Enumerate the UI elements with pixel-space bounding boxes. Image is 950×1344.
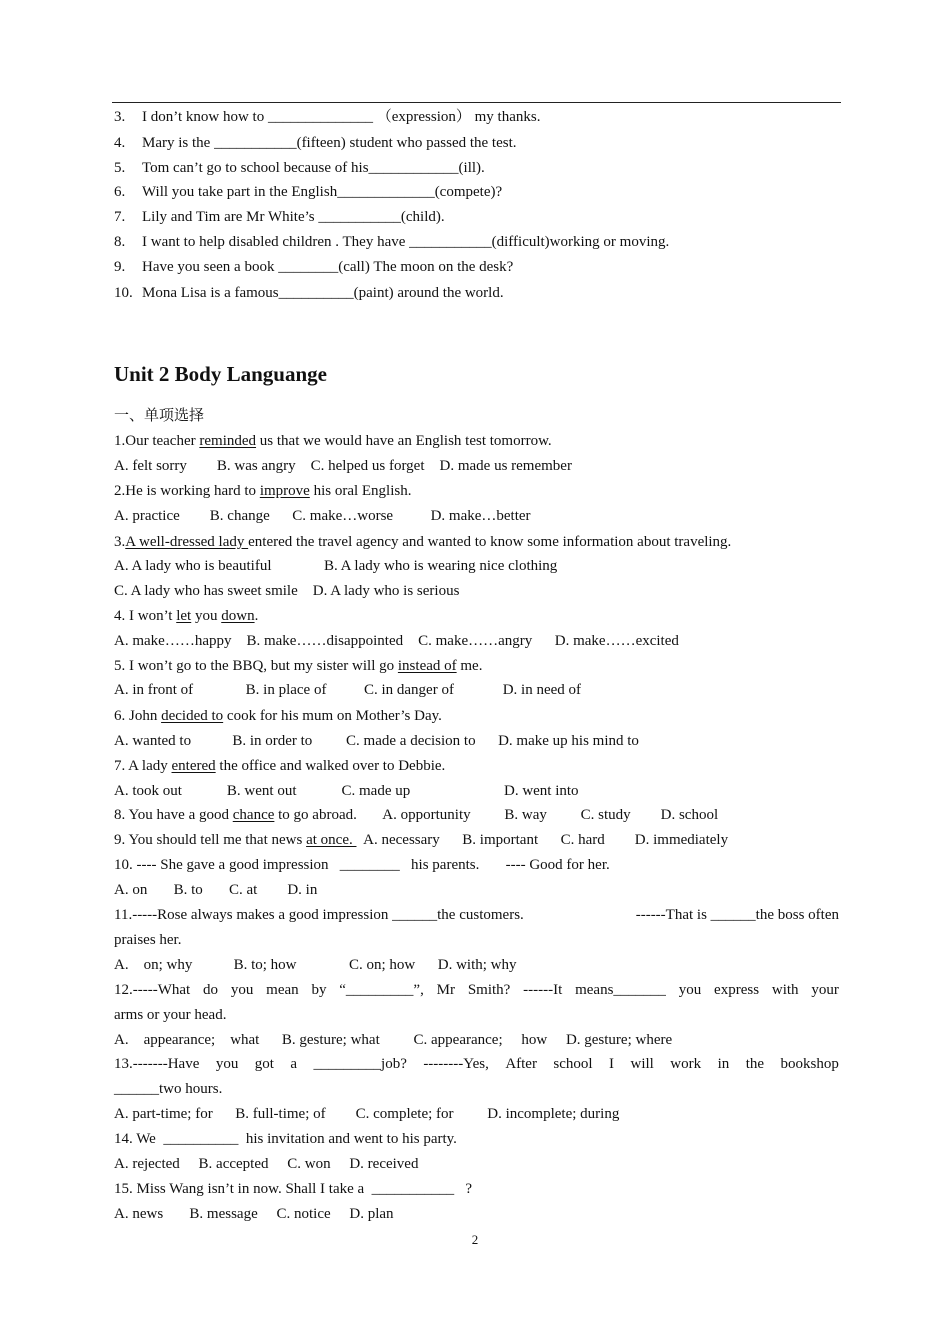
question-15: 15. Miss Wang isn’t in now. Shall I take a ___________ ? — [114, 1181, 473, 1197]
question-12-continued: arms or your head. — [114, 1007, 227, 1023]
question-1-options: A. felt sorry B. was angry C. helped us forget D. made us remember — [114, 458, 572, 474]
unit-title: Unit 2 Body Languange — [114, 362, 327, 386]
fill-item: 6. Will you take part in the English_____________(compete)? — [114, 184, 503, 200]
fill-item: 10. Mona Lisa is a famous__________(paint) around the world. — [114, 285, 504, 301]
fill-item: 8. I want to help disabled children . They have ___________(difficult)working or moving. — [114, 234, 670, 250]
question-13: 13.-------Have you got a _________job? --------Yes, After school I will work in the bookshop — [114, 1056, 839, 1072]
question-9: 9. You should tell me that news at once. A. necessary B. important C. hard D. immediately — [114, 832, 729, 848]
question-13-options: A. part-time; for B. full-time; of C. complete; for D. incomplete; during — [114, 1106, 620, 1122]
question-14: 14. We __________ his invitation and went to his party. — [114, 1131, 457, 1147]
question-13-continued: ______two hours. — [114, 1081, 223, 1097]
question-7: 7. A lady entered the office and walked over to Debbie. — [114, 758, 446, 774]
page-number: 2 — [471, 1232, 479, 1247]
question-10-options: A. on B. to C. at D. in — [114, 882, 318, 898]
question-4-options: A. make……happy B. make……disappointed C. make……angry D. make……excited — [114, 633, 679, 649]
question-15-options: A. news B. message C. notice D. plan — [114, 1206, 394, 1222]
question-7-options: A. took out B. went out C. made up D. went into — [114, 783, 579, 799]
question-3-options: A. A lady who is beautiful B. A lady who is wearing nice clothing — [114, 558, 558, 574]
question-11-continued: praises her. — [114, 932, 182, 948]
fill-item: 9. Have you seen a book ________(call) The moon on the desk? — [114, 259, 514, 275]
question-14-options: A. rejected B. accepted C. won D. received — [114, 1156, 419, 1172]
question-10: 10. ---- She gave a good impression ________ his parents. ---- Good for her. — [114, 857, 610, 873]
question-12-options: A. appearance; what B. gesture; what C. appearance; how D. gesture; where — [114, 1032, 673, 1048]
fill-item: 3. I don’t know how to ______________ （expression） my thanks. — [114, 109, 541, 125]
question-8: 8. You have a good chance to go abroad. A. opportunity B. way C. study D. school — [114, 807, 719, 823]
question-12: 12.-----What do you mean by “_________”, Mr Smith? ------It means_______ you express with your — [114, 982, 839, 998]
question-5-options: A. in front of B. in place of C. in danger of D. in need of — [114, 682, 581, 698]
question-3-options: C. A lady who has sweet smile D. A lady who is serious — [114, 583, 460, 599]
question-2: 2.He is working hard to improve his oral English. — [114, 483, 412, 499]
question-4: 4. I won’t let you down. — [114, 608, 259, 624]
fill-item: 7. Lily and Tim are Mr White’s ___________(child). — [114, 209, 445, 225]
question-6: 6. John decided to cook for his mum on Mother’s Day. — [114, 708, 442, 724]
fill-item: 4. Mary is the ___________(fifteen) student who passed the test. — [114, 135, 517, 151]
question-11: 11.-----Rose always makes a good impression ______the customers. ------That is ______the boss often — [114, 907, 839, 923]
fill-item: 5. Tom can’t go to school because of his____________(ill). — [114, 160, 485, 176]
question-11-options: A. on; why B. to; how C. on; how D. with; why — [114, 957, 517, 973]
question-2-options: A. practice B. change C. make…worse D. make…better — [114, 508, 531, 524]
header-rule — [112, 102, 841, 103]
question-1: 1.Our teacher reminded us that we would have an English test tomorrow. — [114, 433, 552, 449]
question-6-options: A. wanted to B. in order to C. made a decision to D. make up his mind to — [114, 733, 639, 749]
section-heading: 一、单项选择 — [114, 406, 205, 424]
question-5: 5. I won’t go to the BBQ, but my sister will go instead of me. — [114, 658, 483, 674]
question-3: 3.A well-dressed lady entered the travel agency and wanted to know some information about traveling. — [114, 534, 732, 550]
